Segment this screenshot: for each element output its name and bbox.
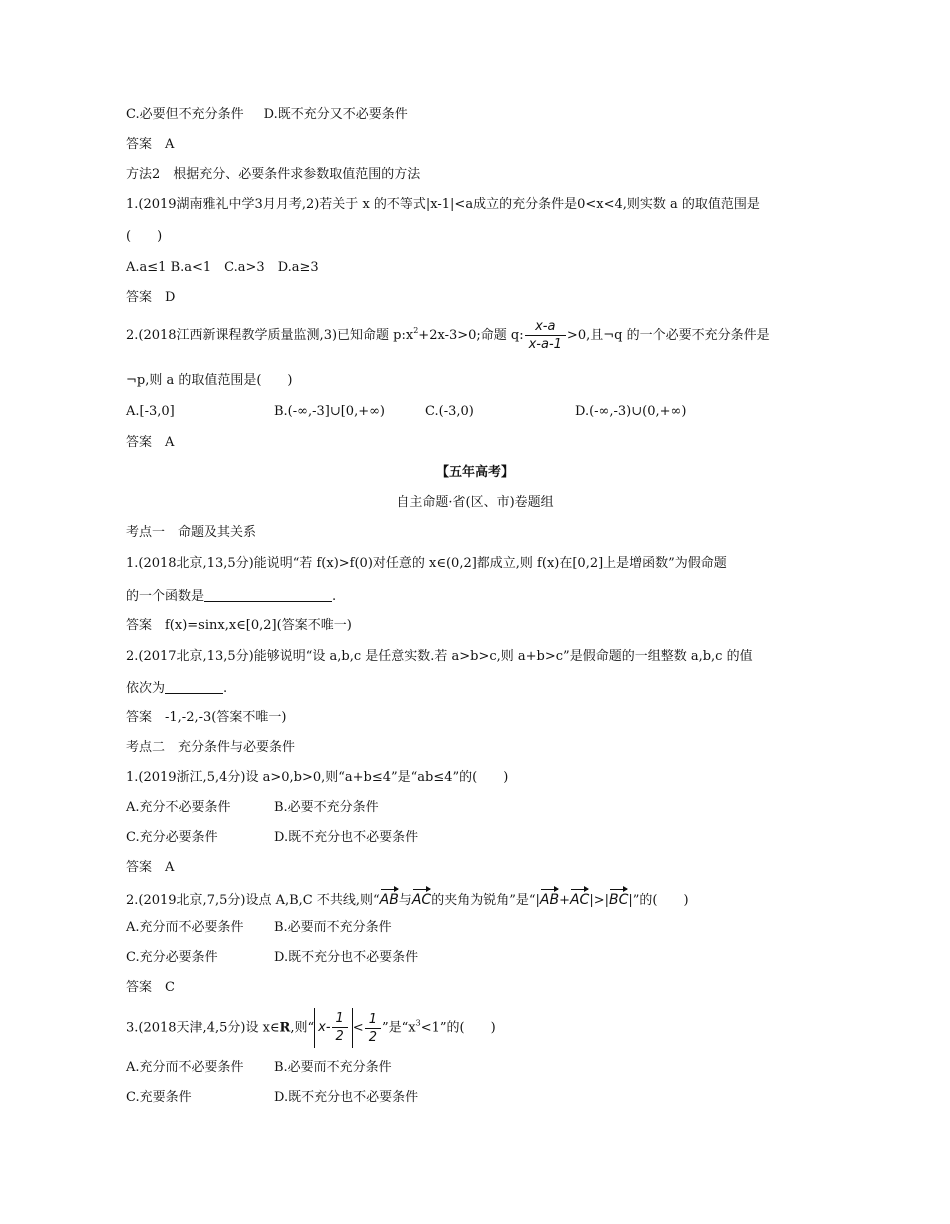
section-subheading: 自主命题·省(区、市)卷题组 (396, 495, 554, 510)
option-a: A.[-3,0] (126, 404, 175, 419)
fraction-half: $\frac{1}{2}$ (365, 1011, 381, 1046)
option-c: C.(-3,0) (425, 404, 474, 419)
answer: 答案 A (126, 435, 175, 450)
question-text: 1.(2019浙江,5,4分)设 a>0,b>0,则“a+b≤4”是“ab≤4”的( ) (126, 770, 509, 785)
question-text: 2.(2018江西新课程教学质量监测,3)已知命题 $p:x^2+2x-3>0$;命题 q: $\frac{x-a}{x-a-1}$ >0,且¬q 的一个必要不充分条件是 (126, 319, 770, 352)
answer-blank (204, 587, 332, 602)
question-text: 2.(2019北京,7,5分)设点 A,B,C 不共线,则“AB与AC的夹角为锐角”是“|AB+AC|>|BC|”的( ) (126, 887, 689, 911)
option-a: A.充分而不必要条件 (126, 920, 244, 935)
vector-ab: AB (380, 887, 399, 910)
option-a: A.充分而不必要条件 (126, 1060, 244, 1075)
option-b: B.必要不充分条件 (274, 800, 379, 815)
option-c: C.充要条件 (126, 1090, 192, 1105)
option-row: A.a≤1 B.a<1 C.a>3 D.a≥3 (126, 260, 319, 275)
fraction-half: $\frac{1}{2}$ (332, 1010, 348, 1045)
method-title: 方法2 根据充分、必要条件求参数取值范围的方法 (126, 167, 421, 182)
section-heading: 【五年高考】 (435, 465, 514, 480)
answer: 答案 A (126, 137, 175, 152)
real-set-symbol: R (279, 1020, 291, 1036)
option-row (126, 106, 408, 124)
option-a: A.充分不必要条件 (126, 800, 231, 815)
option-c: C.充分必要条件 (126, 830, 218, 845)
question-text: 2.(2017北京,13,5分)能够说明“设 a,b,c 是任意实数.若 a>b>c,则 a+b>c”是假命题的一组整数 a,b,c 的值 (126, 649, 753, 664)
answer: 答案 D (126, 290, 176, 305)
answer: 答案 A (126, 860, 175, 875)
answer: 答案 C (126, 980, 175, 995)
topic-title: 考点二 充分条件与必要条件 (126, 740, 296, 755)
vector-bc: BC (609, 887, 628, 910)
topic-title: 考点一 命题及其关系 (126, 525, 257, 540)
option-c: C.必要但不充分条件 (126, 107, 244, 122)
option-d: D.(-∞,-3)∪(0,+∞) (575, 404, 687, 419)
option-b: B.(-∞,-3]∪[0,+∞) (274, 404, 386, 419)
option-d: D.既不充分又不必要条件 (263, 107, 408, 122)
vector-ab: AB (540, 887, 559, 910)
question-text-cont: 依次为 . (126, 681, 228, 696)
option-d: D.既不充分也不必要条件 (274, 1090, 419, 1105)
vector-ac: AC (570, 887, 589, 910)
option-c: C.充分必要条件 (126, 950, 218, 965)
option-d: D.既不充分也不必要条件 (274, 830, 419, 845)
question-text-cont: 的一个函数是 . (126, 589, 337, 604)
absolute-value: x- $\frac{1}{2}$ (314, 1008, 353, 1048)
question-text: 1.(2018北京,13,5分)能说明“若 f(x)>f(0)对任意的 x∈(0,2]都成立,则 f(x)在[0,2]上是增函数”为假命题 (126, 556, 727, 571)
answer-blank (165, 679, 223, 694)
question-text-cont: ¬p,则 a 的取值范围是( ) (126, 373, 293, 388)
question-text-cont: ( ) (126, 229, 163, 244)
answer: 答案 -1,-2,-3(答案不唯一) (126, 710, 287, 725)
question-text: 3.(2018天津,4,5分)设 x∈R,则“ x- $\frac{1}{2}$ < $\frac{1}{2}$ ”是“$x^3<1$”的( ) (126, 1008, 496, 1049)
fraction: $\frac{x-a}{x-a-1}$ (525, 318, 566, 353)
question-text: 1.(2019湖南雅礼中学3月月考,2)若关于 x 的不等式|x-1|<a成立的充分条件是0<x<4,则实数 a 的取值范围是 (126, 197, 760, 212)
answer: 答案 f(x)=sinx,x∈[0,2](答案不唯一) (126, 618, 352, 633)
option-d: D.既不充分也不必要条件 (274, 950, 419, 965)
vector-ac: AC (412, 887, 431, 910)
option-b: B.必要而不充分条件 (274, 920, 392, 935)
option-b: B.必要而不充分条件 (274, 1060, 392, 1075)
